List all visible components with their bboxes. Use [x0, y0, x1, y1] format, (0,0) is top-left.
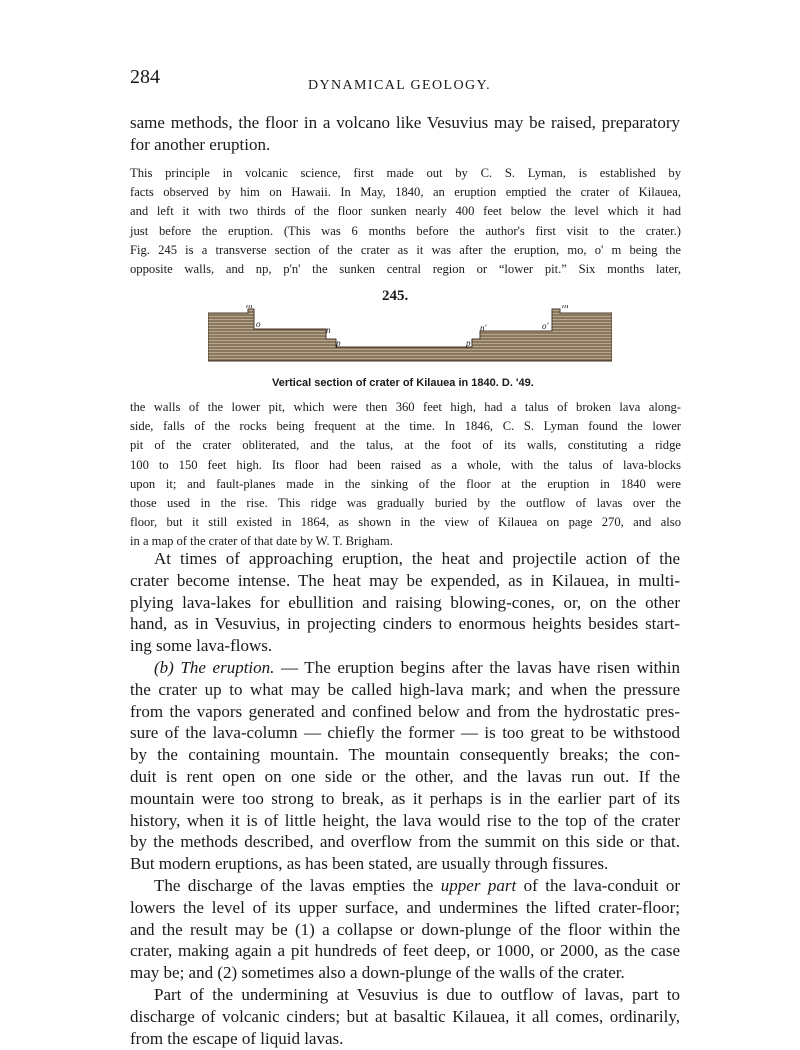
text-line: in a map of the crater of that date by W. T. Brigham. — [130, 534, 393, 549]
text-line: from the vapors generated and confined below and from the hydrostatic pres- — [130, 701, 680, 721]
text-line: ing some lava-flows. — [130, 636, 273, 656]
emphasis: upper part — [440, 875, 517, 895]
text-line: history, when it is of little height, the lava would rise to the top of the crater — [130, 810, 680, 830]
text-line: by the containing mountain. The mountain consequently breaks; the con- — [130, 745, 680, 765]
text-line: facts observed by him on Hawaii. In May, 1840, an eruption emptied the crater of Kilauea, — [130, 185, 681, 200]
label-n-left: n — [326, 325, 331, 335]
text-line: just before the eruption. (This was 6 months before the author's first visit to the crater.) — [130, 223, 681, 238]
text-line: At times of approaching eruption, the heat and projectile action of the — [154, 549, 680, 568]
figure-number: 245. — [382, 288, 409, 304]
text-line: side, falls of the rocks being frequent at the time. In 1846, C. S. Lyman found the lower — [130, 419, 681, 434]
text-line: discharge of volcanic cinders; but at basaltic Kilauea, it all comes, ordinarily, — [130, 1006, 680, 1026]
paragraph — [130, 548, 680, 657]
label-o-right: o' — [542, 321, 549, 331]
text-line: plying lava-lakes for ebullition and raising blowing-cones, or, on the other — [130, 592, 680, 612]
text-line: may be; and (2) sometimes also a down-plunge of the walls of the crater. — [130, 963, 625, 983]
small-print-paragraph — [130, 398, 681, 552]
text-line: opposite walls, and np, p'n' the sunken central region or “lower pit.” Six months later, — [130, 262, 681, 277]
text-line: duit is rent open on one side or the other, and the lavas run out. If the — [130, 766, 680, 786]
text-line: upon it; and fault-planes made in the sinking of the floor at the eruption in 1840 were — [130, 476, 681, 491]
label-p-right: p' — [466, 338, 473, 348]
text-line: for another eruption. — [130, 135, 271, 154]
running-head: DYNAMICAL GEOLOGY. — [308, 78, 492, 93]
crater-cross-section — [208, 309, 612, 361]
text-line: the crater up to what may be called high-lava mark; and when the pressure — [130, 679, 680, 699]
small-print-paragraph — [130, 164, 681, 279]
text-line: the walls of the lower pit, which were then 360 feet high, had a talus of broken lava along- — [130, 400, 681, 414]
main-body-text — [130, 548, 680, 1049]
label-m-left: m — [246, 305, 253, 310]
text-line: mountain were too strong to break, as it perhaps is in the earlier part of its — [130, 788, 680, 808]
section-marker: (b) — [154, 657, 174, 677]
text-line: Fig. 245 is a transverse section of the crater as it was after the eruption, mo, o' m being the — [130, 242, 681, 257]
label-n-right: n' — [480, 323, 487, 333]
page-number: 284 — [130, 66, 160, 88]
section-heading: The eruption. — [180, 657, 275, 677]
text-line: those used in the rise. This ridge was gradually buried by the outflow of lavas over the — [130, 496, 681, 511]
page-header — [130, 66, 680, 96]
text-line: sure of the lava-column — chiefly the former — is too great to be withstood — [130, 723, 680, 743]
text-fragment: of the lava-conduit or — [516, 875, 681, 895]
text-line: 100 to 150 feet high. Its floor had been raised as a whole, with the talus of lava-blocks — [130, 457, 681, 472]
text-line: floor, but it still existed in 1864, as shown in the view of Kilauea on page 270, and also — [130, 515, 681, 530]
text-line: and the result may be (1) a collapse or down-plunge of the floor within the — [130, 919, 680, 939]
text-line: But modern eruptions, as has been stated, are usually through fissures. — [130, 854, 609, 874]
text-line — [130, 657, 680, 679]
figure-caption: Vertical section of crater of Kilauea in 1840. D. '49. — [272, 377, 534, 389]
label-o-left: o — [256, 319, 261, 329]
paragraph — [130, 657, 680, 875]
paragraph — [130, 984, 680, 1049]
paragraph — [130, 875, 680, 984]
text-line — [130, 875, 680, 897]
text-line: and left it with two thirds of the floor sunken nearly 400 feet below the level which it had — [130, 204, 681, 219]
text-line: pit of the crater obliterated, and the talus, at the foot of its walls, constituting a ridge — [130, 438, 681, 453]
text-line: by the methods described, and overflow from the summit on this side or that. — [130, 832, 680, 852]
text-line: Part of the undermining at Vesuvius is due to outflow of lavas, part to — [154, 984, 680, 1004]
text-line: lowers the level of its upper surface, and undermines the lifted crater-floor; — [130, 897, 680, 917]
text-line: hand, as in Vesuvius, in projecting cinders to enormous heights besides start- — [130, 614, 680, 634]
text-line: This principle in volcanic science, first made out by C. S. Lyman, is established by — [130, 166, 681, 180]
text-line: from the escape of liquid lavas. — [130, 1028, 344, 1048]
text-line: crater, making again a pit hundreds of feet deep, or 1000, or 2000, as the case — [130, 941, 680, 961]
crater-section-figure — [208, 305, 612, 367]
label-m-right: m — [562, 305, 569, 310]
label-p-left: p — [336, 338, 341, 348]
lead-paragraph — [130, 112, 680, 156]
text-fragment: The discharge of the lavas empties the — [154, 875, 441, 895]
text-line: same methods, the floor in a volcano like Vesuvius may be raised, preparatory — [130, 113, 680, 132]
text-fragment: — The eruption begins after the lavas have risen within — [274, 657, 681, 677]
text-line: crater become intense. The heat may be expended, as in Kilauea, in multi- — [130, 570, 680, 590]
